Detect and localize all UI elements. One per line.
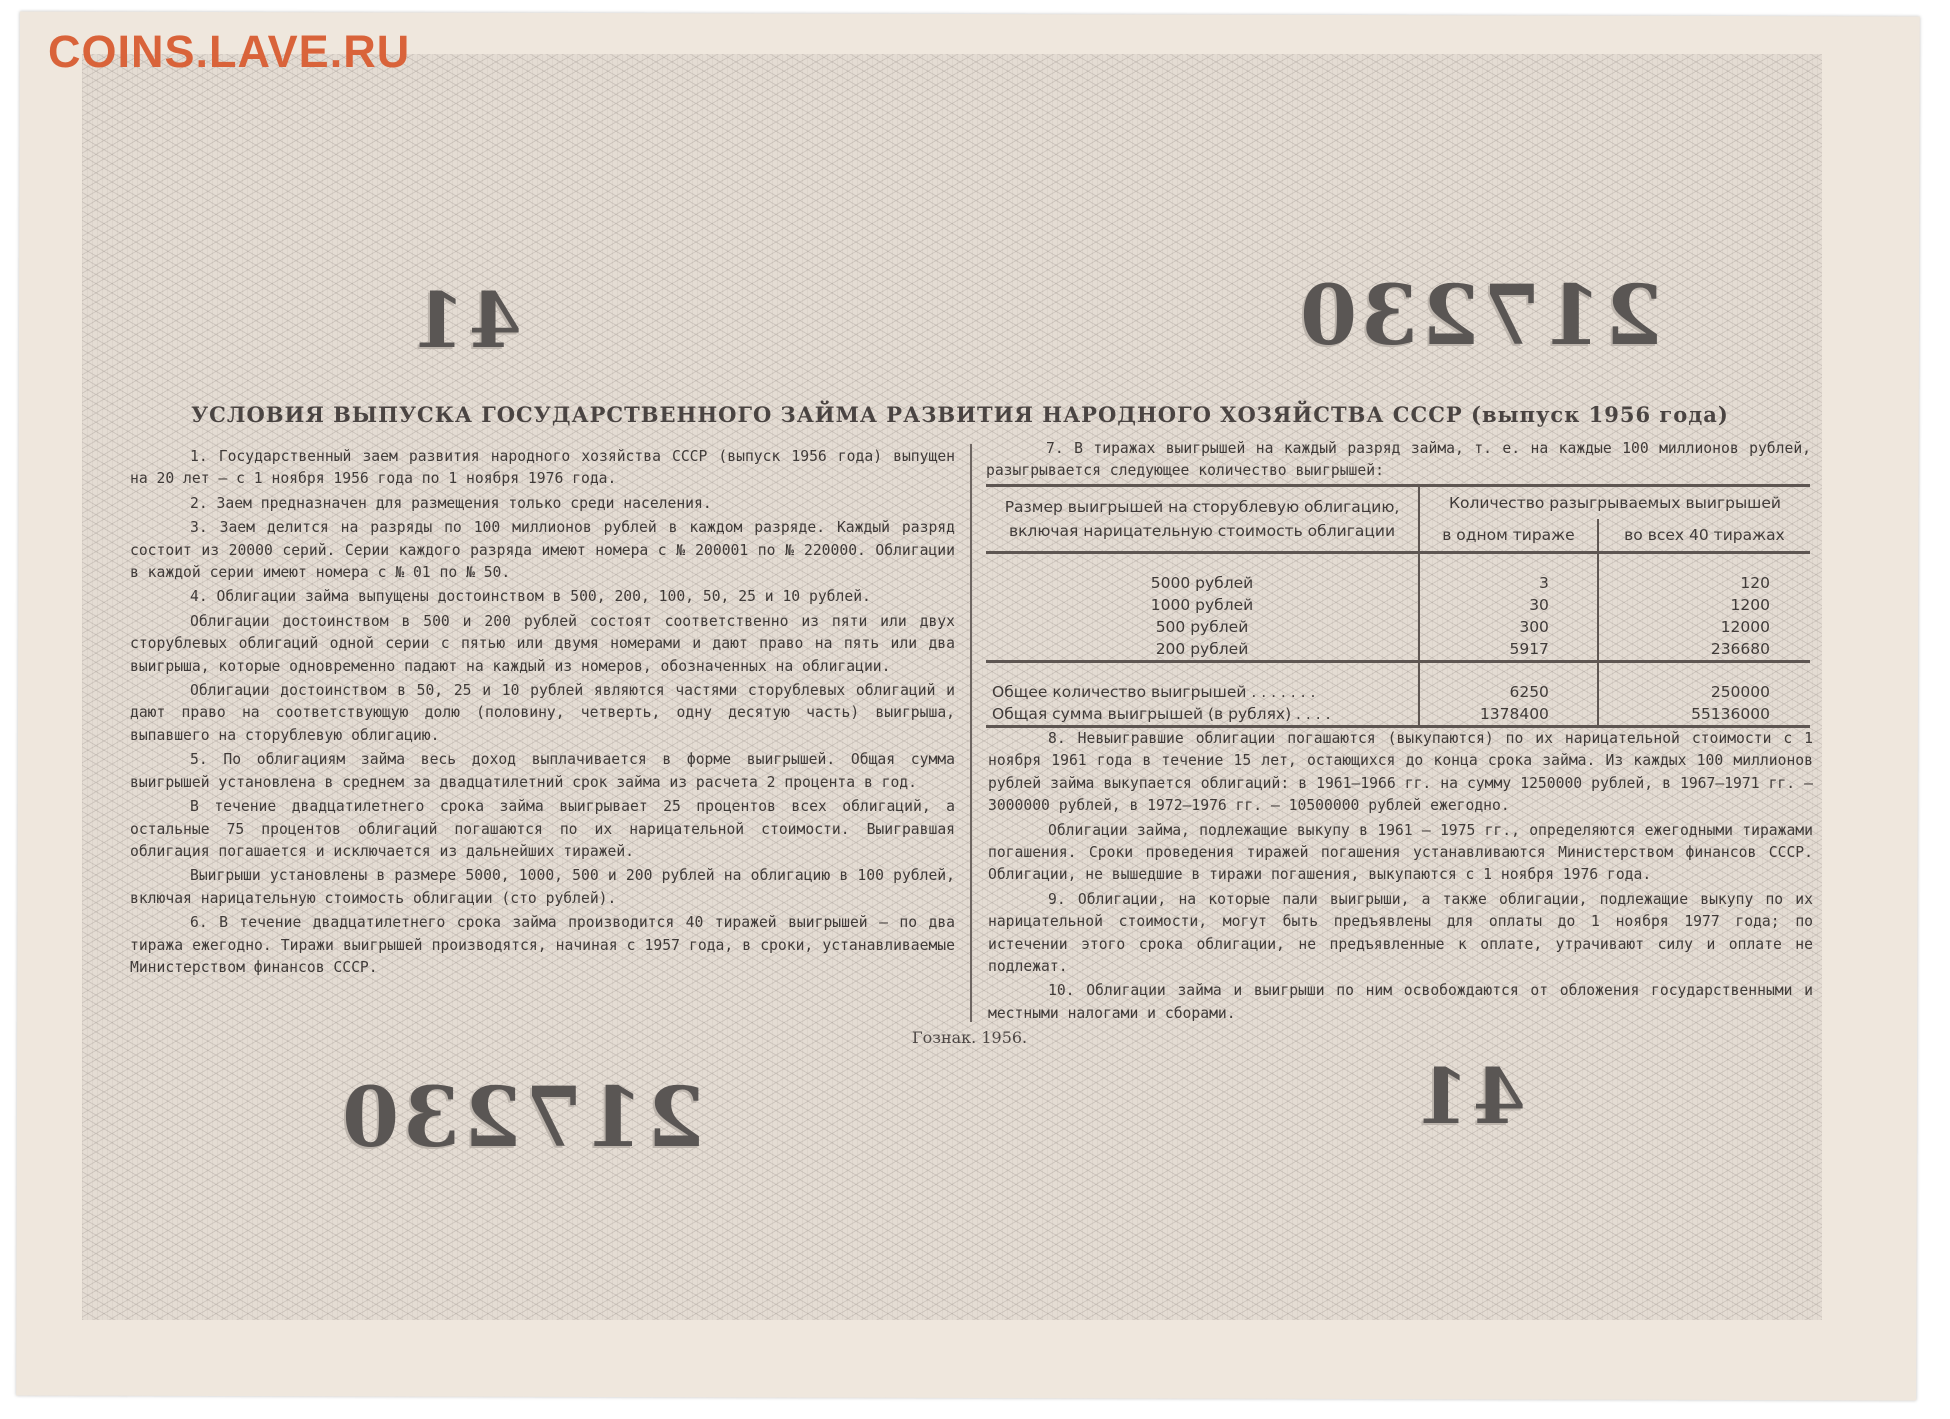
left-column — [130, 446, 955, 981]
table-row — [986, 572, 1810, 594]
series-number-bottom: 41 — [1412, 1052, 1526, 1141]
totals-one-draw: 6250 — [1419, 681, 1598, 703]
totals-label: Общая сумма выигрышей (в рублях) . . . . — [992, 705, 1331, 723]
prize-size: 200 рублей — [1155, 640, 1249, 658]
prize-all-draws: 1200 — [1598, 594, 1810, 616]
totals-all-draws: 250000 — [1598, 681, 1810, 703]
conditions-title: УСЛОВИЯ ВЫПУСКА ГОСУДАРСТВЕННОГО ЗАЙМА РАЗВИТИЯ НАРОДНОГО ХОЗЯЙСТВА СССР (выпуск 1956 года) — [191, 402, 1729, 427]
paragraph: 7. В тиражах выигрышей на каждый разряд займа, т. е. на каждые 100 миллионов рублей, разыгрывается следующее количество выигрышей: — [986, 440, 1811, 480]
right-column — [988, 728, 1813, 1027]
paragraph: 2. Заем предназначен для размещения только среди населения. — [190, 494, 712, 512]
prize-one-draw: 30 — [1419, 594, 1598, 616]
prize-size: 1000 рублей — [1150, 596, 1254, 614]
totals-all-draws: 55136000 — [1598, 703, 1810, 727]
paragraph: 8. Невыигравшие облигации погашаются (выкупаются) по их нарицательной стоимости с 1 ноября 1961 года в течение 15 лет, остающихся до конца срока займа. Из каждых 100 миллионов рублей займа выкупается облигаций: в 1961—1966 гг. на сумму 1250000 рублей, в 1967—1971 гг. — 3000000 рублей, в 1972—1976 гг. — 10500000 рублей ежегодно. — [988, 730, 1813, 815]
table-row — [986, 594, 1810, 616]
totals-one-draw: 1378400 — [1419, 703, 1598, 727]
series-number-top: 41 — [408, 276, 522, 365]
printer-imprint: Гознак. 1956. — [912, 1028, 1028, 1047]
prize-size-header: Размер выигрышей на сторублевую облигацию, включая нарицательную стоимость облигации — [986, 486, 1419, 553]
right-column-intro — [986, 438, 1811, 485]
totals-label: Общее количество выигрышей . . . . . . . — [992, 683, 1316, 701]
paragraph: 6. В течение двадцатилетнего срока займа производится 40 тиражей выигрышей — по два тиража ежегодно. Тиражи выигрышей производятся, начиная с 1957 года, в сроки, устанавливаемые Министерством финансов СССР. — [130, 914, 955, 976]
table-row — [986, 616, 1810, 638]
column-divider — [970, 444, 972, 1022]
prize-one-draw: 300 — [1419, 616, 1598, 638]
bond-number-top: 217230 — [1296, 268, 1663, 364]
site-watermark: COINS.LAVE.RU — [48, 26, 411, 77]
prize-one-draw: 5917 — [1419, 638, 1598, 662]
paragraph: 5. По облигациям займа весь доход выплачивается в форме выигрышей. Общая сумма выигрышей установлена в среднем за двадцатилетний срок займа из расчета 2 процента в год. — [130, 751, 955, 791]
paragraph: 10. Облигации займа и выигрыши по ним освобождаются от обложения государственными и местными налогами и сборами. — [988, 982, 1813, 1022]
prize-all-draws: 12000 — [1598, 616, 1810, 638]
prize-size: 500 рублей — [1155, 618, 1249, 636]
prize-size: 5000 рублей — [1150, 574, 1254, 592]
bond-number-bottom: 217230 — [338, 1070, 705, 1166]
prize-all-draws: 236680 — [1598, 638, 1810, 662]
totals-row — [986, 703, 1810, 727]
prize-table — [986, 484, 1810, 728]
paragraph: 1. Государственный заем развития народного хозяйства СССР (выпуск 1956 года) выпущен на 20 лет — с 1 ноября 1956 года по 1 ноября 1976 года. — [130, 448, 955, 488]
prize-all-draws: 120 — [1598, 572, 1810, 594]
paragraph: 4. Облигации займа выпущены достоинством в 500, 200, 100, 50, 25 и 10 рублей. — [190, 588, 871, 606]
one-draw-header: в одном тираже — [1419, 519, 1598, 553]
paragraph: Облигации достоинством в 500 и 200 рублей состоят соответственно из пяти или двух сторублевых облигаций одной серии с пятью или двумя номерами и дают право на пять или два выигрыша, которые одновременно падают на каждый из номеров, обозначенных на облигации. — [130, 612, 955, 675]
paragraph: В течение двадцатилетнего срока займа выигрывает 25 процентов всех облигаций, а остальные 75 процентов облигаций погашаются по их нарицательной стоимости. Выигравшая облигация погашается и исключается из дальнейших тиражей. — [130, 798, 955, 860]
paragraph: Облигации займа, подлежащие выкупу в 1961 — 1975 гг., определяются ежегодными тиражами погашения. Сроки проведения тиражей погашения устанавливаются Министерством финансов СССР. Облигации, не вышедшие в тиражи погашения, выкупаются с 1 ноября 1976 года. — [988, 821, 1813, 884]
prize-count-header: Количество разыгрываемых выигрышей — [1419, 486, 1810, 520]
paragraph: 3. Заем делится на разряды по 100 миллионов рублей в каждом разряде. Каждый разряд состоит из 20000 серий. Серии каждого разряда имеют номера с № 200001 по № 220000. Облигации в каждой серии имеют номера с № 01 по № 50. — [130, 519, 955, 582]
totals-row — [986, 681, 1810, 703]
table-row — [986, 638, 1810, 662]
prize-one-draw: 3 — [1419, 572, 1598, 594]
paragraph: Облигации достоинством в 50, 25 и 10 рублей являются частями сторублевых облигаций и дают право на соответствующую долю (половину, четверть, одну десятую часть) выигрыша, выпавшего на сторублевую облигацию. — [130, 682, 955, 744]
all-draws-header: во всех 40 тиражах — [1598, 519, 1810, 553]
paragraph: Выигрыши установлены в размере 5000, 1000, 500 и 200 рублей на облигацию в 100 рублей, включая нарицательную стоимость облигации (сто рублей). — [130, 867, 955, 907]
paragraph: 9. Облигации, на которые пали выигрыши, а также облигации, подлежащие выкупу по их нарицательной стоимости, могут быть предъявлены для оплаты до 1 ноября 1977 года; по истечении этого срока облигации, не предъявленные к оплате, утрачивают силу и оплате не подлежат. — [988, 890, 1813, 976]
